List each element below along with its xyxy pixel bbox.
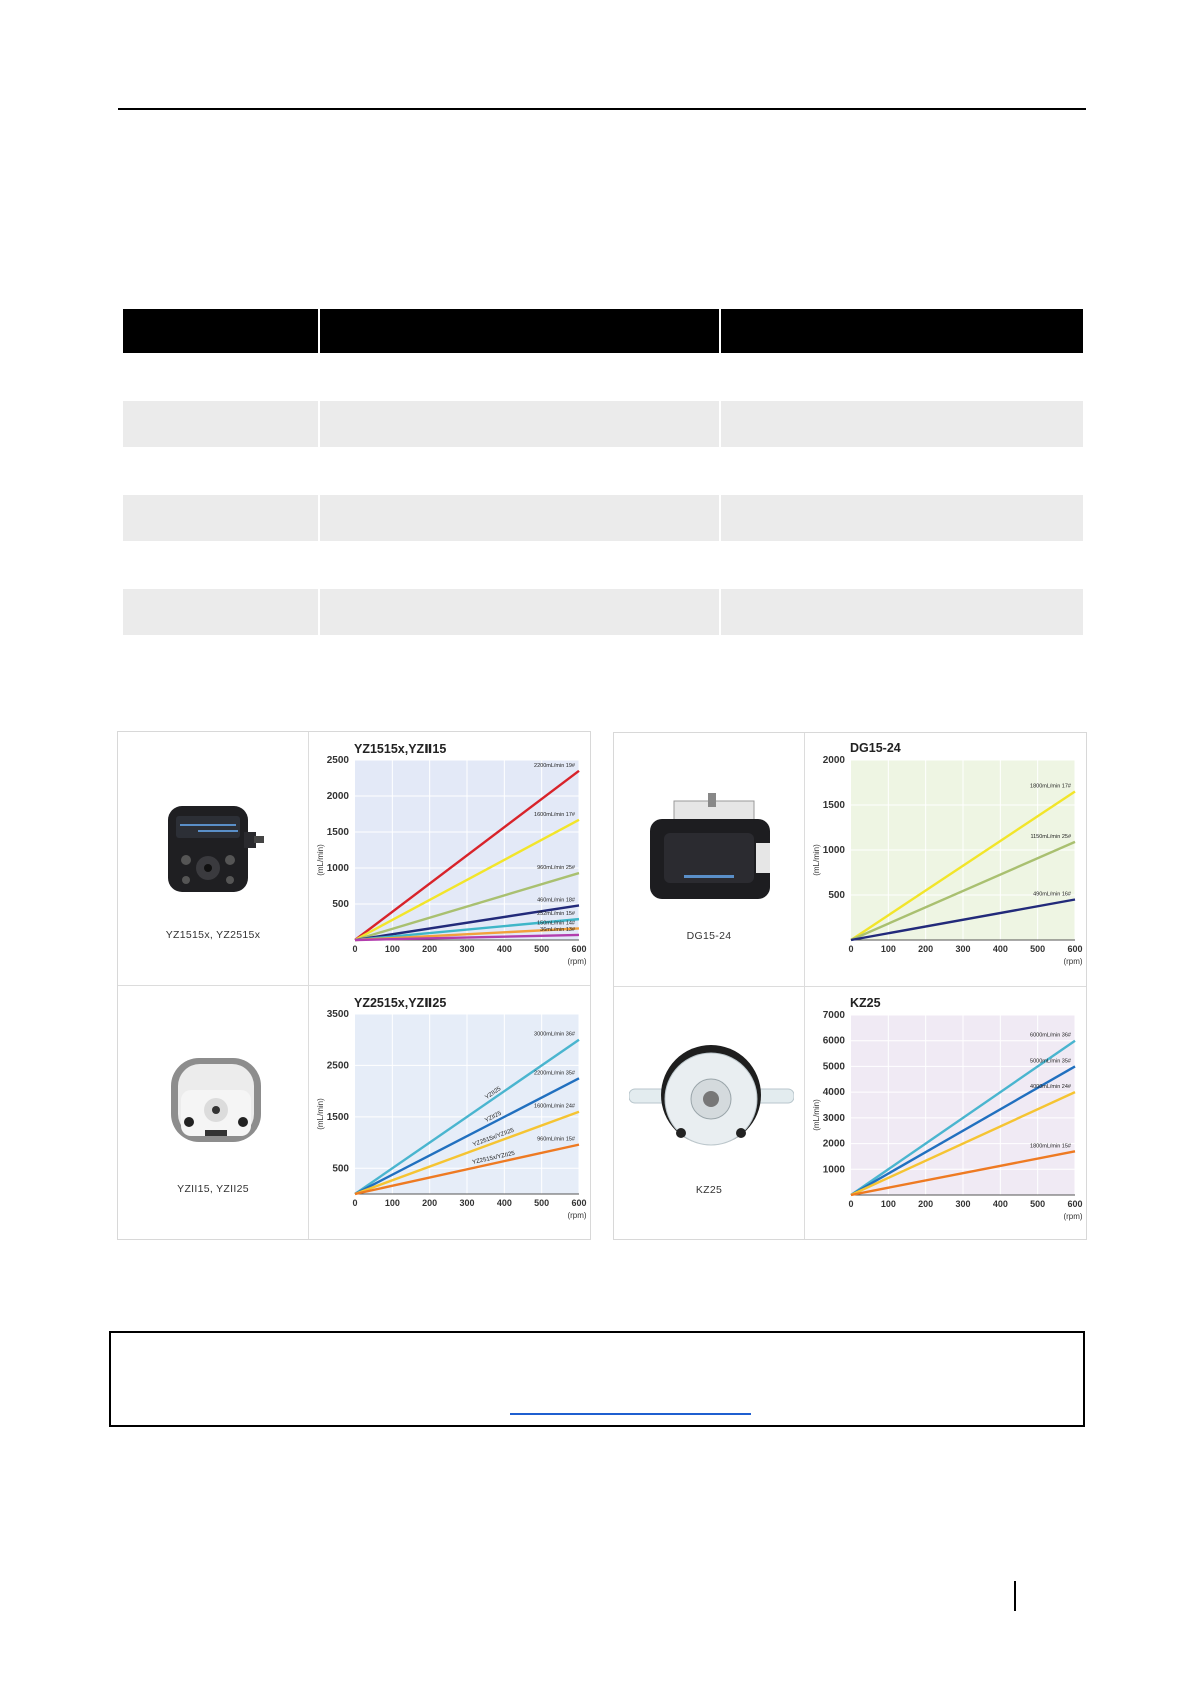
y-tick-label: 2500 [326,1060,349,1072]
y-tick-label: 1500 [822,800,845,811]
pump-label: YZ1515x, YZ2515x [165,929,261,941]
series-tag: YZ2515x/YZII25 [471,1150,516,1167]
x-tick-label: 600 [1067,944,1083,954]
x-tick-label: 100 [384,1198,400,1208]
x-tick-label: 200 [918,944,934,954]
x-tick-label: 300 [955,944,971,954]
y-tick-label: 1000 [326,863,349,874]
chart-title: YZ2515x,YZⅡ25 [354,996,447,1010]
series-label: 252mL/min 15# [537,911,575,918]
series-label: 460mL/min 18# [537,897,575,904]
y-tick-label: 2000 [822,1138,845,1150]
y-tick-label: 1500 [326,827,349,838]
pump-label: KZ25 [695,1184,723,1196]
series-label: 1800mL/min 15# [1030,1143,1071,1150]
x-tick-label: 100 [384,944,400,954]
y-tick-label: 500 [332,1163,349,1175]
y-tick-label: 5000 [822,1061,845,1073]
x-axis-label: (rpm) [567,1211,587,1220]
y-tick-label: 1000 [822,845,845,856]
series-label: 960mL/min 25# [537,865,575,872]
page-number-rule [1014,1581,1016,1611]
series-tag: YZII25 [484,1086,503,1102]
x-tick-label: 200 [422,944,438,954]
pump-photo-yz1515x [158,794,268,902]
y-tick-label: 500 [332,899,349,910]
series-tag: YZ2515x/YZII25 [472,1127,515,1149]
table-row [123,401,1083,447]
x-tick-label: 0 [848,1199,854,1209]
series-label: 150mL/min 14# [537,920,575,927]
y-tick-label: 3500 [326,1009,349,1020]
x-axis-label: (rpm) [1063,957,1083,966]
series-label: 1600mL/min 17# [534,811,575,818]
series-label: 6000mL/min 36# [1030,1032,1071,1039]
x-tick-label: 100 [880,944,896,954]
table-row [123,541,1083,589]
series-label: 1600mL/min 24# [534,1103,575,1110]
flow-chart-yz1515x [309,754,589,984]
y-tick-label: 6000 [822,1035,845,1047]
table-row [123,495,1083,541]
x-tick-label: 300 [459,944,475,954]
y-axis-label: (mL/min) [316,1098,325,1130]
table-header-cell [123,309,318,353]
series-label: 1150mL/min 25# [1030,833,1071,840]
pump-photo-dg15-24 [644,793,779,911]
flow-chart-dg15-24 [805,754,1085,984]
x-tick-label: 0 [848,944,854,954]
x-tick-label: 400 [992,1199,1008,1209]
pump-label: DG15-24 [686,930,732,942]
x-tick-label: 500 [1030,1199,1046,1209]
pump-photo-kz25 [629,1041,794,1153]
x-tick-label: 300 [955,1199,971,1209]
x-axis-label: (rpm) [1063,1212,1083,1221]
x-tick-label: 0 [352,1198,358,1208]
x-tick-label: 0 [352,944,358,954]
series-label: 36mL/min 13# [540,926,575,933]
y-axis-label: (mL/min) [316,844,325,876]
table-row [123,447,1083,495]
x-tick-label: 200 [422,1198,438,1208]
x-tick-label: 400 [496,944,512,954]
y-tick-label: 500 [828,890,845,901]
flow-chart-kz25 [805,1009,1085,1239]
x-tick-label: 300 [459,1198,475,1208]
chart-title: KZ25 [850,996,881,1010]
table-row [123,353,1083,401]
series-label: 5000mL/min 35# [1030,1058,1071,1065]
pump-card-right [613,732,1087,1240]
pump-label: YZII15, YZII25 [177,1183,249,1195]
y-tick-label: 2000 [822,755,845,766]
y-tick-label: 1000 [822,1164,845,1176]
y-tick-label: 3000 [822,1112,845,1124]
y-tick-label: 7000 [822,1010,845,1021]
series-label: 3000mL/min 36# [534,1031,575,1038]
pump-card-left [117,731,591,1240]
x-tick-label: 500 [534,1198,550,1208]
website-link[interactable] [510,1413,751,1415]
x-tick-label: 100 [880,1199,896,1209]
x-tick-label: 200 [918,1199,934,1209]
y-tick-label: 2500 [326,755,349,766]
x-tick-label: 600 [571,944,587,954]
header-rule [118,108,1086,110]
y-tick-label: 1500 [326,1111,349,1123]
x-tick-label: 600 [571,1198,587,1208]
series-label: 2200mL/min 19# [534,762,575,769]
x-tick-label: 500 [1030,944,1046,954]
y-axis-label: (mL/min) [812,1099,821,1131]
x-tick-label: 400 [496,1198,512,1208]
chart-title: DG15-24 [850,741,901,755]
table-header-cell [320,309,718,353]
x-tick-label: 600 [1067,1199,1083,1209]
x-axis-label: (rpm) [567,957,587,966]
x-tick-label: 400 [992,944,1008,954]
pump-photo-yzii15 [163,1050,268,1150]
x-tick-label: 500 [534,944,550,954]
table-header-row [123,309,1083,353]
series-label: 960mL/min 15# [537,1136,575,1143]
chart-title: YZ1515x,YZⅡ15 [354,742,447,756]
series-label: 2200mL/min 35# [534,1070,575,1077]
table-row [123,589,1083,635]
y-axis-label: (mL/min) [812,844,821,876]
y-tick-label: 4000 [822,1087,845,1099]
y-tick-label: 2000 [326,791,349,802]
spec-table [121,309,1085,635]
series-tag: YZII25 [484,1110,503,1125]
series-label: 4000mL/min 24# [1030,1084,1071,1091]
series-label: 1800mL/min 17# [1030,783,1071,790]
series-label: 490mL/min 16# [1033,891,1071,898]
flow-chart-yz2515x [309,1008,589,1238]
table-header-cell [721,309,1084,353]
